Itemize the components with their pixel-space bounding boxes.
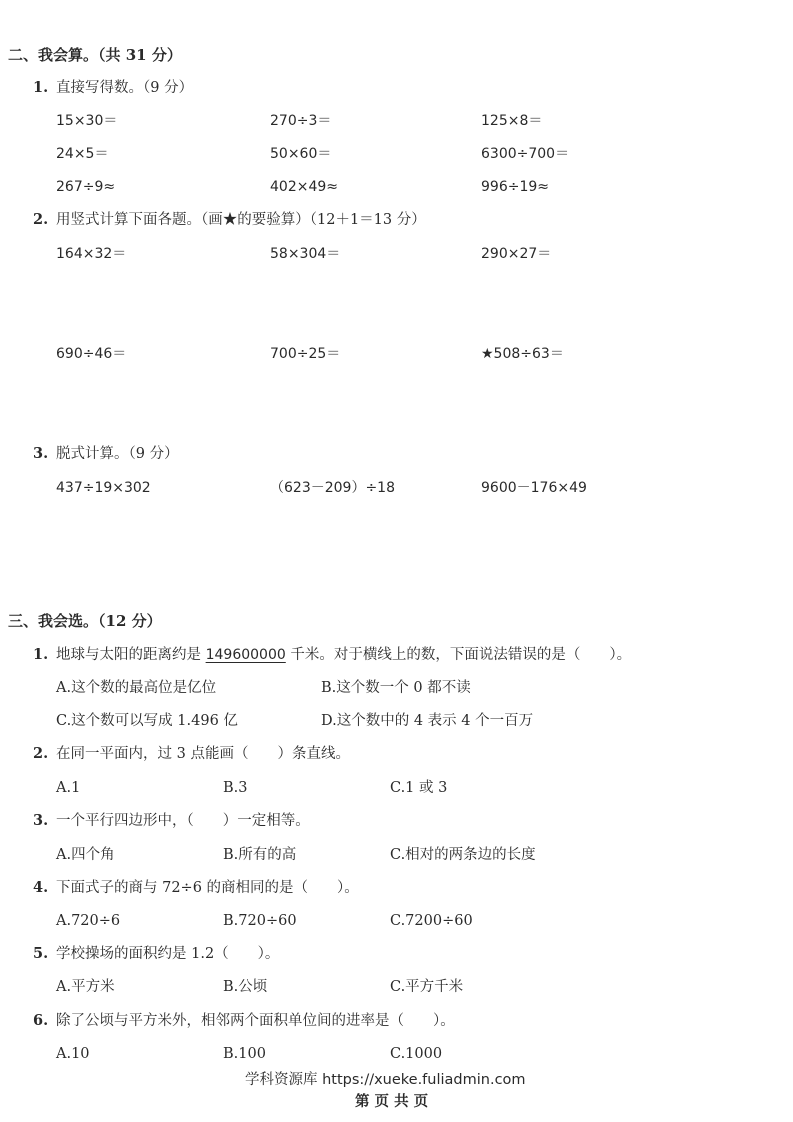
question-text: 学校操场的面积约是 1.2（ ）。 bbox=[56, 946, 280, 962]
question-number: 6. bbox=[33, 1012, 49, 1029]
option: A.平方米 bbox=[56, 979, 115, 995]
section-title: 二、我会算。（共 31 分） bbox=[8, 46, 182, 64]
option: D.这个数中的 4 表示 4 个一百万 bbox=[321, 713, 534, 729]
question-text: 脱式计算。（9 分） bbox=[56, 446, 179, 462]
question-text bbox=[56, 646, 631, 664]
option: C.平方千米 bbox=[390, 979, 464, 995]
question-number: 1. bbox=[33, 79, 49, 96]
question-number: 5. bbox=[33, 945, 49, 962]
calc-item: 402×49≈ bbox=[270, 179, 338, 195]
calc-item: 24×5＝ bbox=[56, 146, 109, 162]
calc-item: 50×60＝ bbox=[270, 146, 332, 162]
option: A.1 bbox=[56, 780, 81, 796]
question-number: 3. bbox=[33, 812, 49, 829]
question-text: 直接写得数。（9 分） bbox=[56, 80, 194, 96]
calc-item: 996÷19≈ bbox=[481, 179, 549, 195]
question-text: 在同一平面内，过 3 点能画（ ）条直线。 bbox=[56, 746, 350, 762]
question-text-after: 千米。对于横线上的数，下面说法错误的是（ ）。 bbox=[290, 647, 632, 663]
source-watermark: 学科资源库 https://xueke.fuliadmin.com bbox=[245, 1072, 526, 1088]
question-number: 2. bbox=[33, 211, 49, 228]
page-number: 第 页 共 页 bbox=[355, 1093, 429, 1110]
calc-item: 700÷25＝ bbox=[270, 346, 341, 362]
calc-item: ★508÷63＝ bbox=[481, 346, 564, 362]
calc-item: 437÷19×302 bbox=[56, 480, 151, 496]
question-text: 除了公顷与平方米外，相邻两个面积单位间的进率是（ ）。 bbox=[56, 1013, 455, 1029]
calc-item: 6300÷700＝ bbox=[481, 146, 570, 162]
calc-item: 290×27＝ bbox=[481, 246, 552, 262]
section-title: 三、我会选。（12 分） bbox=[8, 612, 162, 630]
option: A.720÷6 bbox=[56, 913, 121, 929]
calc-item: 58×304＝ bbox=[270, 246, 341, 262]
option: A.四个角 bbox=[56, 847, 115, 863]
option: B.3 bbox=[223, 780, 248, 796]
question-number: 1. bbox=[33, 646, 49, 663]
calc-item: 270÷3＝ bbox=[270, 113, 332, 129]
option: C.这个数可以写成 1.496 亿 bbox=[56, 713, 238, 729]
calc-item: 267÷9≈ bbox=[56, 179, 116, 195]
underlined-number: 149600000 bbox=[205, 647, 286, 663]
calc-item: （623－209）÷18 bbox=[270, 480, 395, 496]
option: C.1000 bbox=[390, 1046, 443, 1062]
calc-item: 9600－176×49 bbox=[481, 480, 587, 496]
option: C.相对的两条边的长度 bbox=[390, 847, 536, 863]
question-number: 3. bbox=[33, 445, 49, 462]
question-number: 2. bbox=[33, 745, 49, 762]
question-text: 下面式子的商与 72÷6 的商相同的是（ ）。 bbox=[56, 880, 359, 896]
calc-item: 690÷46＝ bbox=[56, 346, 127, 362]
option: B.720÷60 bbox=[223, 913, 297, 929]
question-text: 一个平行四边形中，（ ）一定相等。 bbox=[56, 813, 310, 829]
calc-item: 125×8＝ bbox=[481, 113, 543, 129]
option: A.10 bbox=[56, 1046, 90, 1062]
question-text-before: 地球与太阳的距离约是 bbox=[56, 647, 201, 663]
option: B.这个数一个 0 都不读 bbox=[321, 680, 471, 696]
option: B.所有的高 bbox=[223, 847, 297, 863]
question-text: 用竖式计算下面各题。（画★的要验算）（12＋1＝13 分） bbox=[56, 212, 426, 228]
option: A.这个数的最高位是亿位 bbox=[56, 680, 217, 696]
option: C.1 或 3 bbox=[390, 780, 448, 796]
option: C.7200÷60 bbox=[390, 913, 473, 929]
option: B.公顷 bbox=[223, 979, 268, 995]
calc-item: 15×30＝ bbox=[56, 113, 118, 129]
question-number: 4. bbox=[33, 879, 49, 896]
option: B.100 bbox=[223, 1046, 266, 1062]
calc-item: 164×32＝ bbox=[56, 246, 127, 262]
